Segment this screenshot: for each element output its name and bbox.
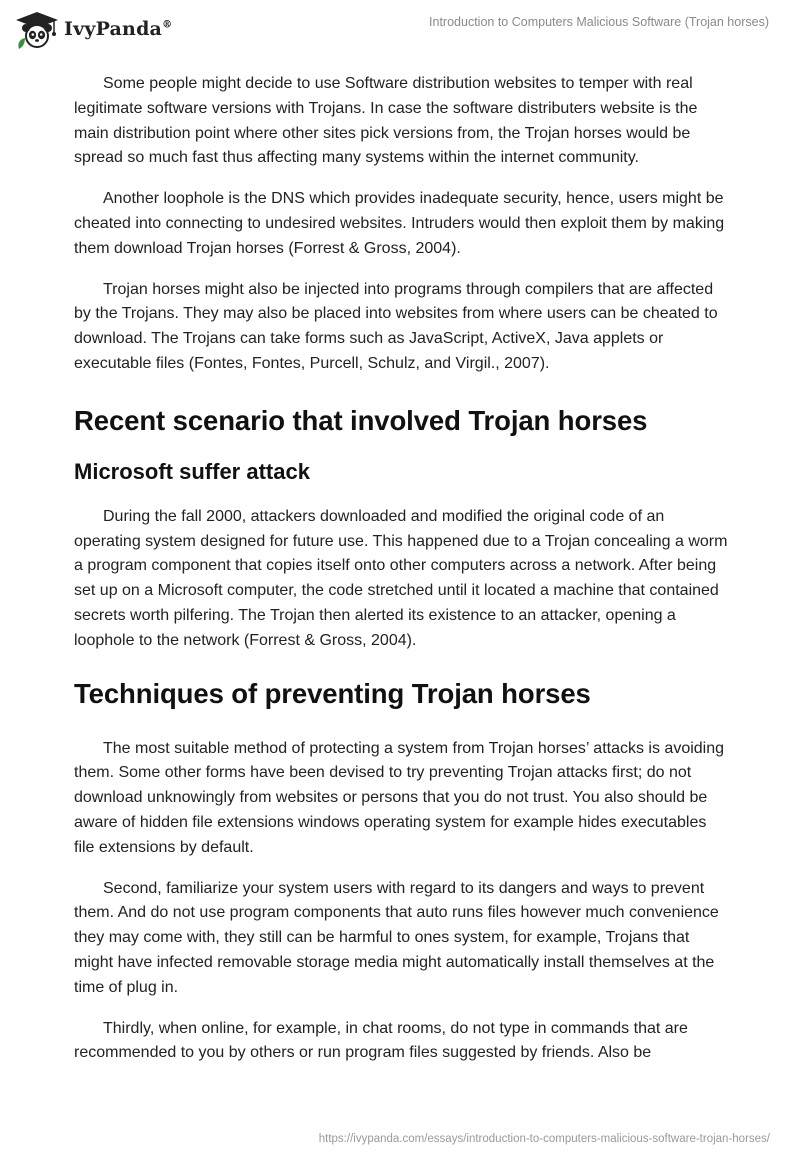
heading-microsoft-attack: Microsoft suffer attack <box>74 458 310 484</box>
paragraph-avoiding-trojans: The most suitable method of protecting a system from Trojan horses’ attacks is avoiding them. Some other forms have been devised to try preventing Trojan attacks first; do not download unknowingly from websites or persons that you do not trust. You also should be aware of hidden file extensions windows operating system for example hides executables file extensions by default. <box>74 739 725 856</box>
footer-url[interactable]: https://ivypanda.com/essays/introduction-to-computers-malicious-software-trojan-horses/ <box>318 1133 770 1145</box>
ivypanda-logo[interactable] <box>14 9 172 49</box>
document-title: Introduction to Computers Malicious Software (Trojan horses) <box>429 15 769 29</box>
panda-graduate-icon <box>14 9 60 49</box>
paragraph-dns-loophole: Another loophole is the DNS which provides inadequate security, hence, users might be cheated into connecting to undesired websites. Intruders would then exploit them by making them download Trojan horses (Forrest & Gross, 2004). <box>74 190 725 257</box>
paragraph-online-caution: Thirdly, when online, for example, in chat rooms, do not type in commands that are recommended to you by others or run program files suggested by friends. Also be <box>74 1019 688 1062</box>
paragraph-microsoft-attack: During the fall 2000, attackers downloaded and modified the original code of an operating system designed for future use. This happened due to a Trojan concealing a worm a program component that copies itself onto other computers across a network. After being set up on a Microsoft computer, the code stretched until it located a machine that contained secrets worth pilfering. The Trojan then alerted its existence to an attacker, opening a loophole to the network (Forrest & Gross, 2004). <box>74 507 728 649</box>
article-body <box>74 72 730 1066</box>
registered-mark: ® <box>162 19 173 31</box>
page-header <box>0 0 800 60</box>
paragraph-software-distribution: Some people might decide to use Software distribution websites to temper with real legitimate software versions with Trojans. In case the software distributers website is the main distribution point where other sites pick versions from, the Trojan horses would be spread so much fast thus affecting many systems within the internet community. <box>74 75 698 167</box>
paragraph-familiarize-users: Second, familiarize your system users with regard to its dangers and ways to prevent them. And do not use program components that auto runs files however much convenience they may come with, they still can be harmful to ones system, for example, Trojans that might have infected removable storage media might automatically install themselves at the time of plug in. <box>74 879 719 996</box>
heading-prevention-techniques: Techniques of preventing Trojan horses <box>74 677 591 709</box>
logo-text: IvyPanda® <box>64 18 173 40</box>
paragraph-compilers: Trojan horses might also be injected into programs through compilers that are affected by the Trojans. They may also be placed into websites from where users can be cheated to download. The Trojans can take forms such as JavaScript, ActiveX, Java applets or executable files (Fontes, Fontes, Purcell, Schulz, and Virgil., 2007). <box>74 280 718 372</box>
heading-recent-scenario: Recent scenario that involved Trojan horses <box>74 404 648 436</box>
